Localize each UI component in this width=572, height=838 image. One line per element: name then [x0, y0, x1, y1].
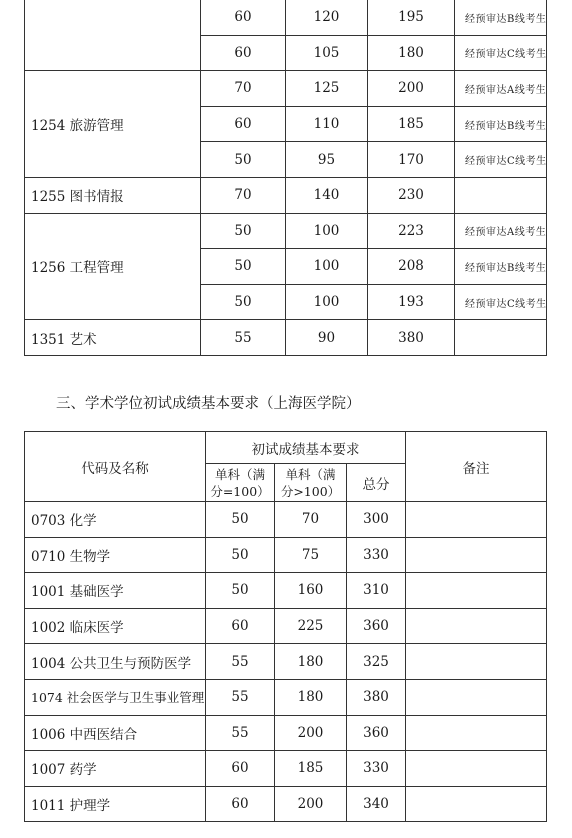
remark-cell: [406, 644, 547, 680]
table-row: [25, 644, 547, 680]
total-cell: 193: [368, 284, 455, 320]
note-cell: [455, 320, 547, 356]
program-name-cell: 1004 公共卫生与预防医学: [25, 644, 206, 680]
single-over100-cell: 160: [275, 573, 347, 609]
single-over100-cell: 100: [286, 249, 368, 285]
program-name-cell: [25, 0, 201, 71]
remark-cell: [406, 573, 547, 609]
total-cell: 360: [347, 715, 406, 751]
note-cell: 经预审达A线考生: [455, 213, 547, 249]
single100-cell: 50: [201, 142, 286, 178]
total-cell: 180: [368, 35, 455, 71]
professional-degree-table-continued: [24, 0, 547, 356]
note-cell: 经预审达B线考生: [455, 0, 547, 35]
total-cell: 170: [368, 142, 455, 178]
program-name-cell: 1255 图书情报: [25, 177, 201, 213]
table-row: [25, 502, 547, 538]
single-over100-cell: 120: [286, 0, 368, 35]
program-name-cell: 1002 临床医学: [25, 608, 206, 644]
single100-cell: 55: [201, 320, 286, 356]
single100-cell: 70: [201, 71, 286, 107]
remark-cell: [406, 715, 547, 751]
requirements-group-header: 初试成绩基本要求: [206, 432, 406, 464]
total-cell: 310: [347, 573, 406, 609]
table-row: [25, 608, 547, 644]
academic-degree-table: [24, 431, 547, 822]
program-name-cell: 1011 护理学: [25, 786, 206, 822]
single100-cell: 60: [206, 608, 275, 644]
remark-cell: [406, 537, 547, 573]
table-row: [25, 0, 547, 35]
total-cell: 195: [368, 0, 455, 35]
program-name-cell: 1001 基础医学: [25, 573, 206, 609]
single100-cell: 50: [206, 502, 275, 538]
single100-cell: 60: [201, 0, 286, 35]
single100-cell: 55: [206, 679, 275, 715]
total-cell: 185: [368, 106, 455, 142]
total-cell: 325: [347, 644, 406, 680]
single100-cell: 60: [201, 106, 286, 142]
program-name-cell: 1006 中西医结合: [25, 715, 206, 751]
program-name-cell: 1351 艺术: [25, 320, 201, 356]
table-row: [25, 537, 547, 573]
single100-header: [206, 464, 275, 502]
total-cell: 380: [347, 679, 406, 715]
code-name-header: 代码及名称: [25, 432, 206, 502]
note-cell: 经预审达C线考生: [455, 35, 547, 71]
table-row: [25, 320, 547, 356]
total-cell: 380: [368, 320, 455, 356]
single-over100-cell: 200: [275, 786, 347, 822]
table-header-row: [25, 432, 547, 464]
note-cell: 经预审达A线考生: [455, 71, 547, 107]
table-row: [25, 213, 547, 249]
single-over100-cell: 105: [286, 35, 368, 71]
single100-cell: 70: [201, 177, 286, 213]
single-over100-cell: 90: [286, 320, 368, 356]
remark-cell: [406, 502, 547, 538]
remark-cell: [406, 786, 547, 822]
total-cell: 200: [368, 71, 455, 107]
total-cell: 230: [368, 177, 455, 213]
table-row: [25, 71, 547, 107]
single-over100-cell: 225: [275, 608, 347, 644]
note-cell: 经预审达B线考生: [455, 249, 547, 285]
single100-cell: 50: [201, 284, 286, 320]
single100-cell: 55: [206, 644, 275, 680]
total-cell: 330: [347, 537, 406, 573]
note-cell: 经预审达C线考生: [455, 284, 547, 320]
remark-cell: [406, 679, 547, 715]
remark-header: 备注: [406, 432, 547, 502]
single-over100-cell: 185: [275, 751, 347, 787]
single-over100-cell: 180: [275, 679, 347, 715]
table-row: [25, 715, 547, 751]
single100-cell: 50: [201, 213, 286, 249]
program-name-cell: 0710 生物学: [25, 537, 206, 573]
program-name-cell: 0703 化学: [25, 502, 206, 538]
single-over100-cell: 100: [286, 213, 368, 249]
single-over100-cell: 95: [286, 142, 368, 178]
single-over100-cell: 75: [275, 537, 347, 573]
total-cell: 223: [368, 213, 455, 249]
single100-cell: 50: [206, 573, 275, 609]
remark-cell: [406, 608, 547, 644]
single-over100-cell: 125: [286, 71, 368, 107]
single-over100-cell: 200: [275, 715, 347, 751]
single100-cell: 55: [206, 715, 275, 751]
remark-cell: [406, 751, 547, 787]
table-row: [25, 177, 547, 213]
single100-header-text: 单科（满分=100）: [210, 466, 270, 499]
program-name-cell: 1256 工程管理: [25, 213, 201, 320]
note-cell: [455, 177, 547, 213]
total-header: 总分: [347, 464, 406, 502]
section-heading: 三、学术学位初试成绩基本要求（上海医学院）: [56, 396, 361, 412]
single100-cell: 60: [201, 35, 286, 71]
single-over100-cell: 70: [275, 502, 347, 538]
total-cell: 360: [347, 608, 406, 644]
table-row: [25, 786, 547, 822]
single100-cell: 60: [206, 786, 275, 822]
single-over100-header-text: 单科（满分>100）: [280, 466, 341, 499]
single100-cell: 60: [206, 751, 275, 787]
program-name-cell: 1254 旅游管理: [25, 71, 201, 178]
program-name-cell: 1074 社会医学与卫生事业管理: [25, 679, 206, 715]
note-cell: 经预审达B线考生: [455, 106, 547, 142]
single-over100-cell: 100: [286, 284, 368, 320]
note-cell: 经预审达C线考生: [455, 142, 547, 178]
single100-cell: 50: [206, 537, 275, 573]
total-cell: 208: [368, 249, 455, 285]
program-name-cell: 1007 药学: [25, 751, 206, 787]
single-over100-header: [275, 464, 347, 502]
single-over100-cell: 110: [286, 106, 368, 142]
table-row: [25, 679, 547, 715]
total-cell: 330: [347, 751, 406, 787]
single-over100-cell: 180: [275, 644, 347, 680]
table-row: [25, 751, 547, 787]
single-over100-cell: 140: [286, 177, 368, 213]
table-row: [25, 573, 547, 609]
total-cell: 340: [347, 786, 406, 822]
single100-cell: 50: [201, 249, 286, 285]
total-cell: 300: [347, 502, 406, 538]
